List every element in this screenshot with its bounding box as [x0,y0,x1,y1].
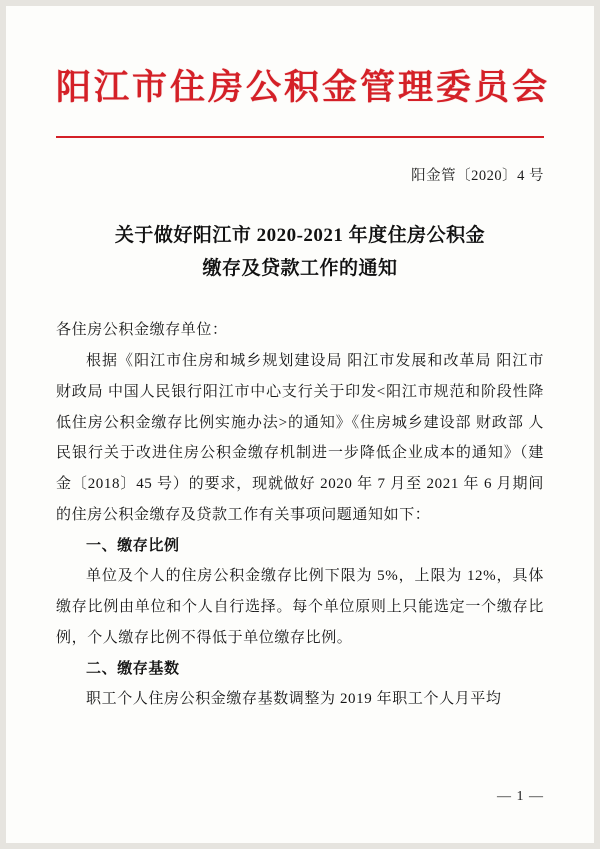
page-edge-top [0,0,600,6]
page-number: — 1 — [497,789,544,804]
document-body [56,315,544,715]
page-edge-left [0,0,6,849]
document-header [56,0,551,138]
page-edge-bottom [0,843,600,849]
body-heading-section-1: 一、缴存比例 [86,537,180,554]
subject-line-2: 缴存及贷款工作的通知 [202,258,398,279]
header-red-rule [56,136,544,138]
body-paragraph-recipient: 各住房公积金缴存单位： [56,322,228,339]
issuing-authority-title: 阳江市住房公积金管理委员会 [56,68,551,107]
document-footer [56,788,544,805]
page-edge-right [594,0,600,849]
subject-line-1: 关于做好阳江市 2020-2021 年度住房公积金 [114,224,486,246]
body-heading-section-2: 二、缴存基数 [86,660,180,677]
document-subject [56,219,544,286]
body-paragraph-section-2: 职工个人住房公积金缴存基数调整为 2019 年职工个人月平均 [86,691,502,708]
body-paragraph-basis: 根据《阳江市住房和城乡规划建设局 阳江市发展和改革局 阳江市财政局 中国人民银行阳江市中心支行关于印发<阳江市规范和阶段性降低住房公积金缴存比例实施办法>的通知》《住房城乡建设部 财政部 人民银行关于改进住房公积金缴存机制进一步降低企业成本的通知》（建金〔2018〕45 号）的要求，现就做好 2020 年 7 月至 2021 年 6 月期间的住房公积金缴存及贷款工作有关事项问题通知如下： [56,353,544,523]
body-paragraph-section-1: 单位及个人的住房公积金缴存比例下限为 5%，上限为 12%，具体缴存比例由单位和个人自行选择。每个单位原则上只能选定一个缴存比例，个人缴存比例不得低于单位缴存比例。 [56,568,544,646]
document-number: 阳金管〔2020〕4 号 [411,167,544,184]
